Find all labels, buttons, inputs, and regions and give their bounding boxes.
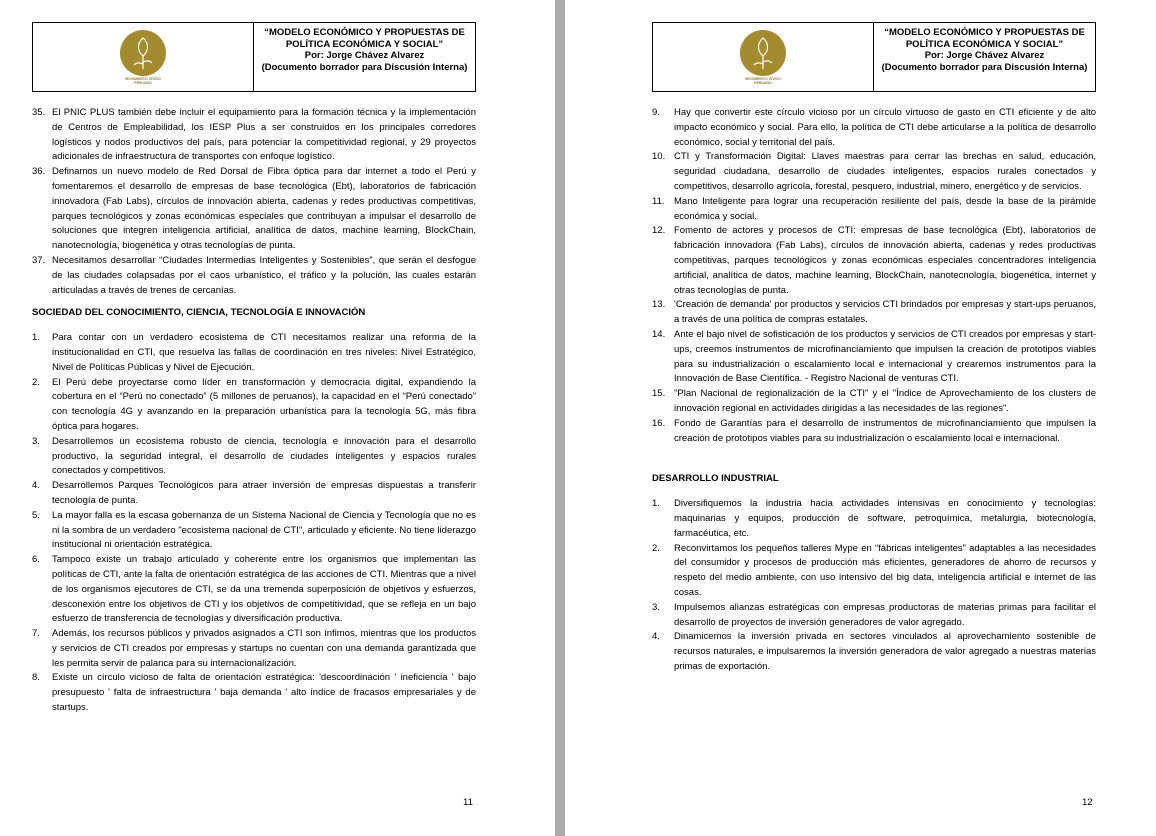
logo-cell	[33, 23, 254, 91]
list-item	[652, 298, 1096, 328]
list-item	[652, 150, 1096, 194]
page-header	[32, 22, 476, 92]
item-text: Impulsemos alianzas estratégicas con empresas productoras de materias primas para facilitar el desarrollo de proyectos de inversión generadores de valor agregado.	[674, 601, 1096, 628]
item-number: 2.	[652, 542, 660, 554]
item-number: 4.	[652, 631, 660, 643]
list-item	[32, 671, 476, 715]
page-body	[32, 106, 476, 716]
header-note: (Documento borrador para Discusión Interna)	[881, 61, 1088, 73]
logo-subtitle: MOVIMIENTO CÍVICO PERUANO	[125, 77, 161, 85]
item-text: El PNIC PLUS también debe incluir el equipamiento para la formación técnica y la implementación de Centros de Empleabilidad, los IESP Plus a ser construidos en los principales corredores logísticos y nodos productivos del país, para potenciar la competitividad regional, y 29 proyectos adicionales de infraestructura de transportes con enfoque logístico.	[52, 107, 476, 163]
item-number: 14.	[652, 328, 666, 340]
list-item	[32, 165, 476, 254]
item-number: 3.	[652, 601, 660, 613]
logo-subtitle: MOVIMIENTO CÍVICO PERUANO	[745, 77, 781, 85]
item-number: 1.	[652, 498, 660, 510]
item-text: Reconvirtamos los pequeños talleres Mype en “fábricas inteligentes” adaptables a las necesidades del consumidor y procesos de producción más eficientes, generadores de ahorro de recursos y respeto del medio ambiente, con uso intensivo del big data, inteligencia artificial e internet de las cosas.	[674, 542, 1096, 598]
item-text: CTI y Transformación Digital: Llaves maestras para cerrar las brechas en salud, educación, seguridad ciudadana, desarrollo de ciudades inteligentes, espacios rurales conectados y competitivos, desarrollo agrícola, forestal, pesquero, industrial, minero, energético y de servicios.	[674, 151, 1096, 192]
item-text: 'Creación de demanda' por productos y servicios CTI brindados por empresas y start-ups peruanos, a través de una política de compras estatales.	[674, 299, 1096, 326]
item-text: Existe un círculo vicioso de falta de orientación estratégica: 'descoordinación ' ineficiencia ' bajo presupuesto ' falta de infraestructura ' baja demanda ' alto índice de fracasos empresariales y de startups.	[52, 672, 476, 714]
list-item	[32, 479, 476, 509]
list-item	[652, 224, 1096, 298]
item-number: 10.	[652, 151, 666, 163]
item-number: 36.	[32, 166, 46, 178]
header-title-line: POLÍTICA ECONÓMICA Y SOCIAL”	[285, 38, 444, 50]
logo-seal-icon	[739, 29, 787, 77]
header-note: (Documento borrador para Discusión Interna)	[261, 61, 468, 73]
item-text: "Plan Nacional de regionalización de la CTI" y el "Índice de Aprovechamiento de los clusters de innovación regional en actividades dirigidas a las necesidades de las regiones".	[674, 388, 1096, 414]
item-number: 1.	[32, 332, 40, 344]
header-title-block	[254, 23, 475, 91]
page-number: 12	[1082, 797, 1093, 808]
logo-seal-icon	[119, 29, 167, 77]
list-item	[652, 630, 1096, 674]
item-text: Desarrollemos un ecosistema robusto de ciencia, tecnología e innovación para el desarrollo productivo, la seguridad integral, el desarrollo de ciudades inteligentes y espacios rurales conectados y competitivos.	[52, 435, 476, 477]
list-item	[652, 106, 1096, 150]
list-item	[32, 553, 476, 627]
document-page-11	[0, 0, 555, 836]
item-text: Diversifiquemos la industria hacia actividades intensivas en conocimiento y tecnologías: maquinarias y equipos, producción de software, petroquímica, metalurgia, biotecnología, farmacéutica, etc.	[674, 498, 1096, 539]
item-number: 13.	[652, 299, 666, 311]
logo-cell	[653, 23, 874, 91]
item-number: 8.	[32, 672, 40, 684]
list-item	[652, 542, 1096, 601]
reverdeser-logo	[739, 29, 787, 85]
page-header	[652, 22, 1096, 92]
item-text: Desarrollemos Parques Tecnológicos para atraer inversión de empresas dispuestas a transferir tecnología de punta.	[52, 480, 476, 506]
list-item	[32, 106, 476, 165]
list-item	[652, 387, 1096, 417]
item-text: La mayor falla es la escasa gobernanza de un Sistema Nacional de Ciencia y Tecnología que no es ni la sombra de un verdadero "ecosistema nacional de CTI", articulado y eficiente. No tiene liderazgo institucional ni orientación estratégica.	[52, 509, 476, 551]
item-text: Mano Inteligente para lograr una recuperación resiliente del país, desde la base de la pirámide económica y social.	[674, 195, 1096, 222]
item-number: 3.	[32, 435, 40, 447]
item-text: Hay que convertir este círculo vicioso por un círculo virtuoso de gasto en CTI eficiente y de alto impacto económico y social. Para ello, la política de CTI debe articularse a la política de desarrollo económico, social y territorial del país.	[674, 107, 1096, 148]
header-author: Por: Jorge Chávez Alvarez	[924, 50, 1045, 61]
item-number: 11.	[652, 195, 665, 207]
item-number: 16.	[652, 417, 666, 429]
spacer	[652, 446, 1096, 466]
continued-list	[32, 106, 476, 298]
item-text: El Perú debe proyectarse como líder en transformación y democracia digital, expandiendo la cobertura en el “Perú no conectado” (5 millones de peruanos), la capacidad en el “Perú conectado” con tecnología 4G y avanzando en la preparación urbanística para la tecnología 5G, más fibra óptica para hogares.	[52, 376, 476, 432]
header-author: Por: Jorge Chávez Alvarez	[304, 50, 425, 61]
list-item	[32, 376, 476, 435]
list-item	[652, 417, 1096, 447]
list-item	[32, 331, 476, 375]
item-number: 4.	[32, 480, 40, 492]
item-number: 5.	[32, 509, 40, 521]
section-list	[32, 331, 476, 716]
item-number: 6.	[32, 554, 40, 566]
item-text: Necesitamos desarrollar “Ciudades Intermedias Inteligentes y Sostenibles”, que serán el desfogue de las ciudades colapsadas por el caos urbanístico, el tráfico y la polución, las cuales estarán articuladas a través de trenes de cercanías.	[52, 254, 476, 296]
item-text: Fomento de actores y procesos de CTI: empresas de base tecnológica (Ebt), laboratorios de fabricación innovadora (Fab Labs), círculos de innovación abierta, cadenas y redes productivas competitivas, parques tecnológicos y zonas económicas especiales concentradores inteligencia artificial, analítica de datos, machine learning, BlockChain, nanotecnología, biogenética, internet y otras tecnologías de punta.	[674, 225, 1096, 296]
item-text: Definamos un nuevo modelo de Red Dorsal de Fibra óptica para dar internet a todo el Perú y fomentaremos el desarrollo de empresas de base tecnológica (Ebt), laboratorios de fabricación innovadora (Fab Labs), círculos de innovación abierta, cadenas y redes productivas competitivas, parques tecnológicos y zonas económicas especiales que contribuyan a impulsar el desarrollo de soluciones que integren inteligencia artificial, analítica de datos, machine learning, BlockChain, nanotecnología, biogenética y otras tecnologías de punta.	[52, 166, 476, 252]
item-text: Tampoco existe un trabajo articulado y coherente entre los organismos que implementan las políticas de CTI, ante la falta de orientación estratégica de las acciones de CTI. Mientras que a nivel de los organismos ejecutores de CTI, se da una tremenda superposición de objetivos y esfuerzos, desconexión entre los objetivos de CTI y los objetivos de competitividad, que se refleja en un bajo esfuerzo de transferencia de tecnologías y diversificación productiva.	[52, 554, 476, 625]
document-page-12	[565, 0, 1156, 836]
list-item	[652, 195, 1096, 225]
header-title-line: “MODELO ECONÓMICO Y PROPUESTAS DE	[884, 27, 1085, 38]
item-text: Además, los recursos públicos y privados asignados a CTI son ínfimos, mientras que los productos y servicios de CTI creados por empresas y startups no cuentan con una demanda garantizada que les permita servir de palanca para su internacionalización.	[52, 628, 476, 669]
list-item	[32, 435, 476, 479]
header-title-block	[874, 23, 1095, 91]
item-text: Ante el bajo nivel de sofisticación de los productos y servicios de CTI creados por empresas y start-ups, creemos instrumentos de microfinanciamiento que impulsen la creación de prototipos viables para su industrialización o escalamiento local e internacional y crearemos instrumentos para la Innovación de Base Científica. - Registro Nacional de venturas CTI.	[674, 328, 1096, 385]
item-number: 35.	[32, 107, 46, 118]
section-heading: SOCIEDAD DEL CONOCIMIENTO, CIENCIA, TECNOLOGÍA E INNOVACIÓN	[32, 307, 366, 319]
header-title-line: “MODELO ECONÓMICO Y PROPUESTAS DE	[264, 27, 465, 38]
list-item	[32, 627, 476, 671]
continued-list	[652, 106, 1096, 446]
reverdeser-logo	[119, 29, 167, 85]
item-text: Fondo de Garantías para el desarrollo de instrumentos de microfinanciamiento que impulsen la creación de prototipos viables para su industrialización o escalamiento local e internacional.	[674, 417, 1096, 444]
item-text: Dinamicemos la inversión privada en sectores vinculados al aprovechamiento sostenible de recursos naturales, e impulsaremos la inversión generadora de valor agregado a nuestras materias primas de exportación.	[674, 631, 1096, 672]
item-number: 37.	[32, 254, 46, 266]
item-number: 12.	[652, 225, 666, 237]
item-number: 9.	[652, 107, 660, 118]
list-item	[652, 601, 1096, 631]
list-item	[652, 497, 1096, 541]
list-item	[32, 509, 476, 553]
item-text: Para contar con un verdadero ecosistema de CTI necesitamos realizar una reforma de la institucionalidad en CTI, que resuelva las fallas de coordinación en tres niveles: Nivel Estratégico, Nivel de Políticas Públicas y Nivel de Ejecución.	[52, 332, 476, 373]
item-number: 15.	[652, 388, 666, 400]
section-heading: DESARROLLO INDUSTRIAL	[652, 473, 779, 485]
list-item	[32, 254, 476, 298]
list-item	[652, 328, 1096, 387]
section-list	[652, 497, 1096, 675]
item-number: 2.	[32, 376, 40, 388]
item-number: 7.	[32, 628, 40, 640]
page-body	[652, 106, 1096, 675]
page-number: 11	[463, 797, 473, 808]
header-title-line: POLÍTICA ECONÓMICA Y SOCIAL”	[905, 38, 1064, 50]
